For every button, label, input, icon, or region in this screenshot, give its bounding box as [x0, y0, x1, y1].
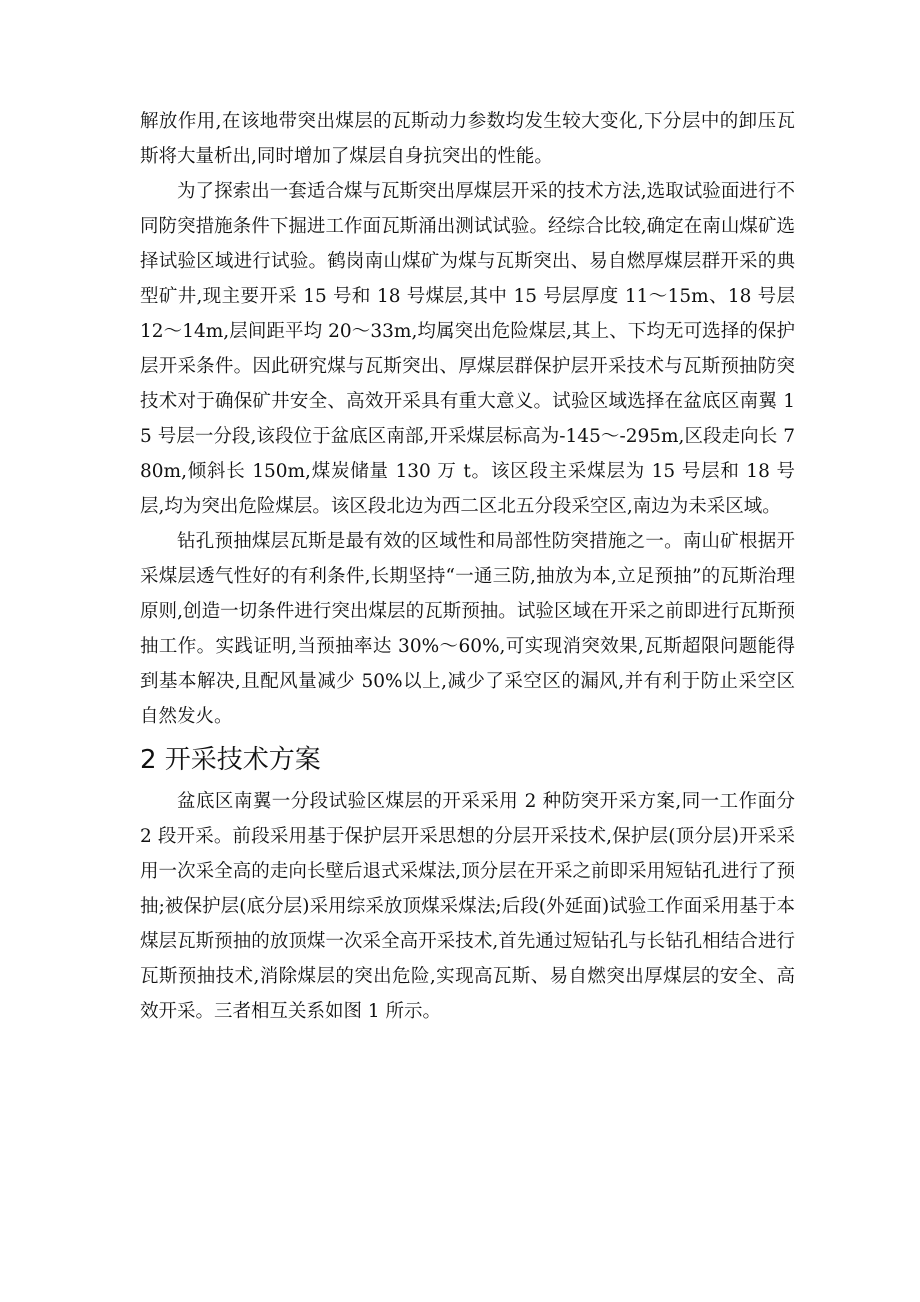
- paragraph-test-area: 为了探索出一套适合煤与瓦斯突出厚煤层开采的技术方法,选取试验面进行不同防突措施条件下掘进工作面瓦斯涌出测试试验。经综合比较,确定在南山煤矿选择试验区域进行试验。鹤岗南山煤矿为煤与瓦斯突出、易自燃厚煤层群开采的典型矿井,现主要开采 15 号和 18 号煤层,其中 15 号层厚度 11～15m、18 号层 12～14m,层间距平均 20～33m,均属突出危险煤层,其上、下均无可选择的保护层开采条件。因此研究煤与瓦斯突出、厚煤层群保护层开采技术与瓦斯预抽防突技术对于确保矿井安全、高效开采具有重大意义。试验区域选择在盆底区南翼 15 号层一分段,该段位于盆底区南部,开采煤层标高为-145～-295m,区段走向长 780m,倾斜长 150m,煤炭储量 130 万 t。该区段主采煤层为 15 号层和 18 号层,均为突出危险煤层。该区段北边为西二区北五分段采空区,南边为未采区域。: [140, 181, 795, 517]
- document-page: [140, 104, 795, 1029]
- paragraph-continuation: 解放作用,在该地带突出煤层的瓦斯动力参数均发生较大变化,下分层中的卸压瓦斯将大量析出,同时增加了煤层自身抗突出的性能。: [140, 111, 795, 167]
- paragraph-mining-scheme: 盆底区南翼一分段试验区煤层的开采采用 2 种防突开采方案,同一工作面分 2 段开采。前段采用基于保护层开采思想的分层开采技术,保护层(顶分层)开采采用一次采全高的走向长壁后退式采煤法,顶分层在开采之前即采用短钻孔进行了预抽;被保护层(底分层)采用综采放顶煤采煤法;后段(外延面)试验工作面采用基于本煤层瓦斯预抽的放顶煤一次采全高开采技术,首先通过短钻孔与长钻孔相结合进行瓦斯预抽技术,消除煤层的突出危险,实现高瓦斯、易自燃突出厚煤层的安全、高效开采。三者相互关系如图 1 所示。: [140, 791, 795, 1022]
- paragraph-gas-predrainage: 钻孔预抽煤层瓦斯是最有效的区域性和局部性防突措施之一。南山矿根据开采煤层透气性好的有利条件,长期坚持“一通三防,抽放为本,立足预抽”的瓦斯治理原则,创造一切条件进行突出煤层的瓦斯预抽。试验区域在开采之前即进行瓦斯预抽工作。实践证明,当预抽率达 30%～60%,可实现消突效果,瓦斯超限问题能得到基本解决,且配风量减少 50%以上,减少了采空区的漏风,并有利于防止采空区自然发火。: [140, 531, 795, 727]
- section-heading: 2 开采技术方案: [140, 745, 321, 775]
